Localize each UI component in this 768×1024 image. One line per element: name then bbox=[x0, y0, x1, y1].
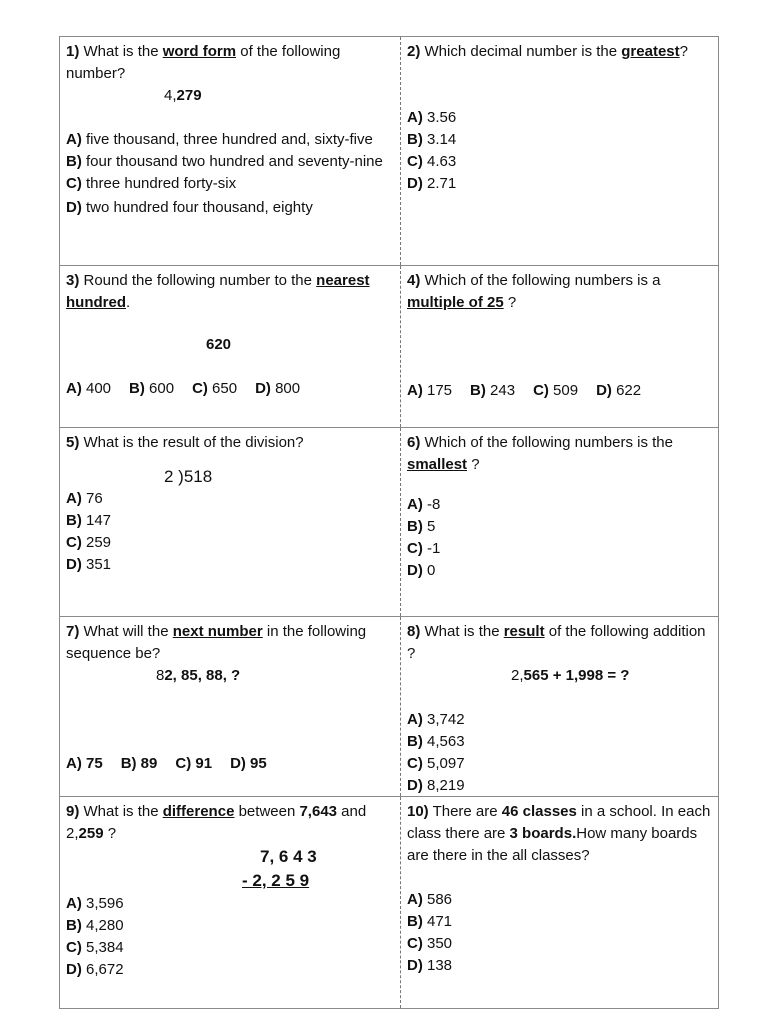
question-1-text: 1) What is the word form of the following number? bbox=[66, 43, 341, 82]
option-c[interactable]: C) 5,384 bbox=[66, 939, 124, 956]
question-1 bbox=[60, 37, 400, 265]
option-c[interactable]: C) 509 bbox=[533, 382, 579, 399]
question-5 bbox=[60, 428, 400, 616]
option-a[interactable]: A) 400 bbox=[66, 380, 112, 397]
option-a[interactable]: A) 75 bbox=[66, 755, 103, 772]
option-c[interactable]: C) 4.63 bbox=[407, 153, 457, 170]
option-b[interactable]: B) 5 bbox=[407, 518, 436, 535]
option-d[interactable]: D) 95 bbox=[230, 755, 267, 772]
question-3-text: 3) Round the following number to the nearest hundred. bbox=[66, 272, 370, 311]
option-a[interactable]: A) 175 bbox=[407, 382, 453, 399]
option-a[interactable]: A) 76 bbox=[66, 490, 103, 507]
option-d[interactable]: D) 138 bbox=[407, 957, 453, 974]
option-b[interactable]: B) 600 bbox=[129, 380, 175, 397]
option-b[interactable]: B) 4,280 bbox=[66, 917, 124, 934]
question-4 bbox=[401, 266, 718, 427]
question-2 bbox=[401, 37, 718, 265]
question-10-options bbox=[407, 889, 714, 977]
question-5-value: 2 )518 bbox=[164, 467, 213, 486]
question-2-text: 2) Which decimal number is the greatest? bbox=[407, 43, 688, 60]
option-b[interactable]: B) 147 bbox=[66, 512, 112, 529]
option-a[interactable]: A) five thousand, three hundred and, sixty-five bbox=[66, 131, 373, 148]
question-8-value: 2,565 + 1,998 = ? bbox=[511, 667, 630, 684]
question-10-text: 10) There are 46 classes in a school. In each class there are 3 boards.How many boards are there in the all classes? bbox=[407, 803, 711, 864]
question-7-value: 82, 85, 88, ? bbox=[156, 667, 241, 684]
option-c[interactable]: C) 350 bbox=[407, 935, 453, 952]
question-5-options bbox=[66, 488, 396, 576]
question-9-minuend: 7, 6 4 3 bbox=[260, 847, 317, 866]
question-7 bbox=[60, 617, 400, 796]
question-4-text: 4) Which of the following numbers is a multiple of 25 ? bbox=[407, 272, 661, 311]
question-10 bbox=[401, 797, 718, 1008]
option-a[interactable]: A) 586 bbox=[407, 891, 453, 908]
option-c[interactable]: C) 91 bbox=[175, 755, 213, 772]
row-5 bbox=[60, 797, 718, 1008]
option-d[interactable]: D) 2.71 bbox=[407, 175, 457, 192]
option-b[interactable]: B) four thousand two hundred and seventy-nine bbox=[66, 153, 383, 170]
question-1-value: 4,279 bbox=[164, 87, 202, 104]
question-8-options bbox=[407, 709, 714, 797]
option-b[interactable]: B) 3.14 bbox=[407, 131, 457, 148]
option-a[interactable]: A) 3,742 bbox=[407, 711, 465, 728]
option-d[interactable]: D) two hundred four thousand, eighty bbox=[66, 199, 313, 216]
option-b[interactable]: B) 471 bbox=[407, 913, 453, 930]
row-2 bbox=[60, 266, 718, 428]
question-6 bbox=[401, 428, 718, 616]
question-9 bbox=[60, 797, 400, 1008]
question-5-text: 5) What is the result of the division? bbox=[66, 434, 304, 451]
row-1 bbox=[60, 37, 718, 266]
option-b[interactable]: B) 4,563 bbox=[407, 733, 465, 750]
option-d[interactable]: D) 0 bbox=[407, 562, 436, 579]
option-d[interactable]: D) 622 bbox=[596, 382, 642, 399]
question-3 bbox=[60, 266, 400, 427]
option-d[interactable]: D) 351 bbox=[66, 556, 112, 573]
option-a[interactable]: A) 3,596 bbox=[66, 895, 124, 912]
question-7-options bbox=[66, 753, 396, 775]
question-1-options bbox=[66, 129, 396, 219]
option-c[interactable]: C) 5,097 bbox=[407, 755, 465, 772]
option-a[interactable]: A) 3.56 bbox=[407, 109, 457, 126]
question-3-options bbox=[66, 378, 396, 400]
row-3 bbox=[60, 428, 718, 617]
question-8 bbox=[401, 617, 718, 796]
question-6-options bbox=[407, 494, 714, 582]
row-4 bbox=[60, 617, 718, 797]
question-9-subtrahend: - 2, 2 5 9 bbox=[242, 871, 310, 890]
option-d[interactable]: D) 8,219 bbox=[407, 777, 465, 794]
worksheet bbox=[59, 36, 719, 1009]
question-4-options bbox=[407, 380, 714, 402]
option-c[interactable]: C) three hundred forty-six bbox=[66, 175, 237, 192]
option-c[interactable]: C) -1 bbox=[407, 540, 441, 557]
option-b[interactable]: B) 89 bbox=[120, 755, 158, 772]
question-7-text: 7) What will the next number in the following sequence be? bbox=[66, 623, 367, 662]
option-c[interactable]: C) 259 bbox=[66, 534, 112, 551]
option-d[interactable]: D) 800 bbox=[255, 380, 301, 397]
question-9-text: 9) What is the difference between 7,643 and 2,259 ? bbox=[66, 803, 367, 842]
option-b[interactable]: B) 243 bbox=[470, 382, 516, 399]
option-d[interactable]: D) 6,672 bbox=[66, 961, 124, 978]
option-a[interactable]: A) -8 bbox=[407, 496, 441, 513]
question-2-options bbox=[407, 107, 714, 195]
question-3-value: 620 bbox=[206, 336, 232, 353]
question-8-text: 8) What is the result of the following addition ? bbox=[407, 623, 706, 662]
option-c[interactable]: C) 650 bbox=[192, 380, 238, 397]
question-9-options bbox=[66, 893, 396, 981]
question-6-text: 6) Which of the following numbers is the smallest ? bbox=[407, 434, 673, 473]
